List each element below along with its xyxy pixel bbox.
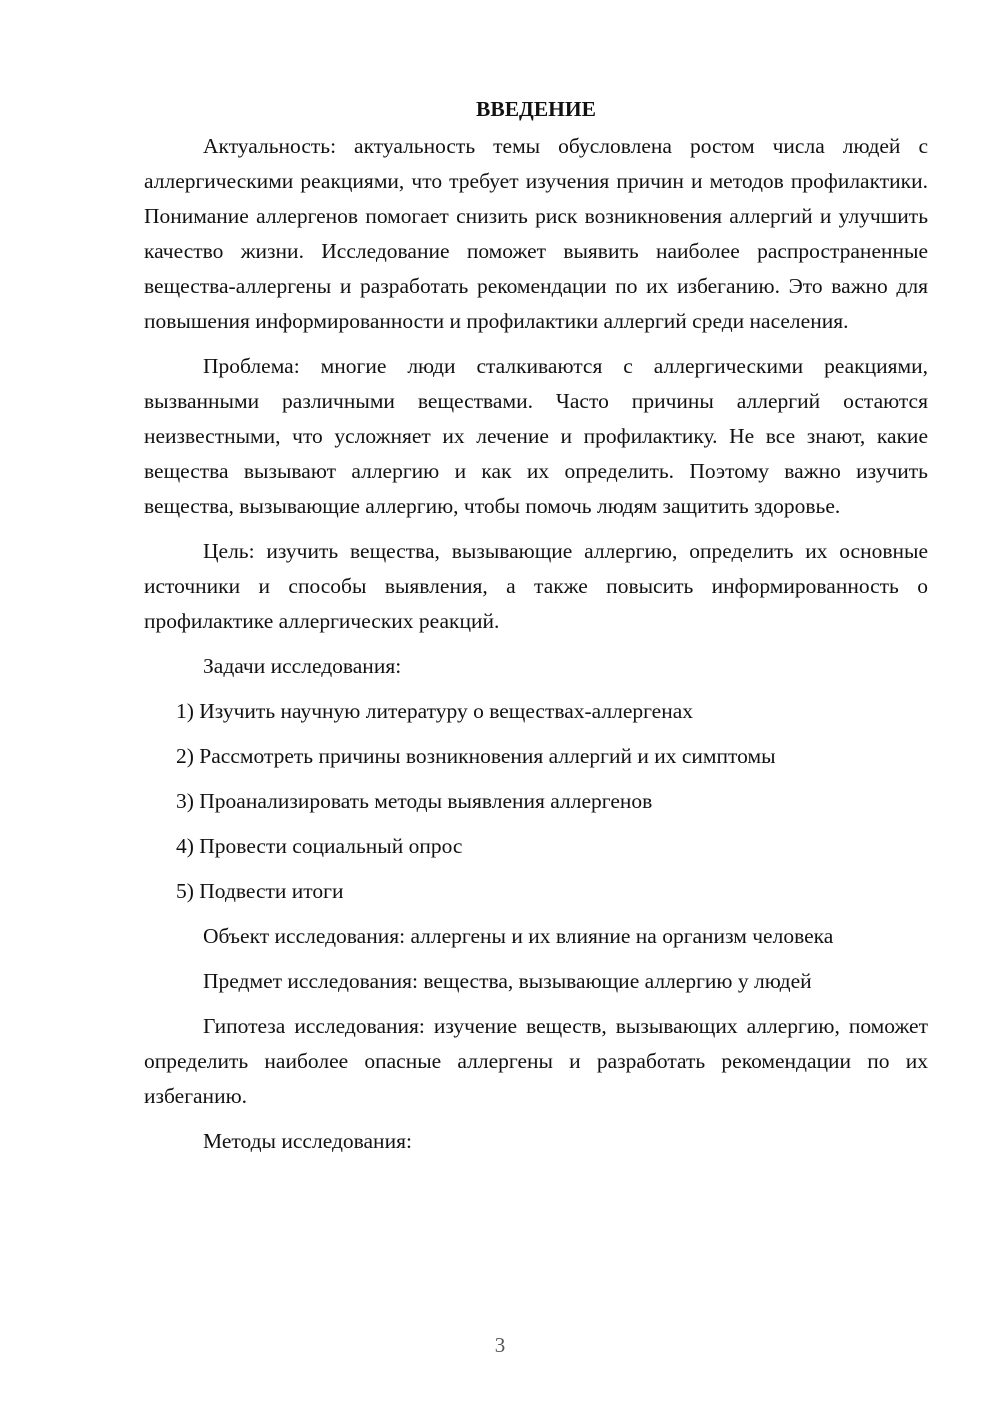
list-item: 3) Проанализировать методы выявления аллергенов: [176, 789, 653, 813]
list-item: 4) Провести социальный опрос: [176, 834, 463, 858]
relevance-paragraph: Актуальность: актуальность темы обусловлена ростом числа людей с аллергическими реакциями, что требует изучения причин и методов профилактики. Понимание аллергенов помогает снизить риск возникновения аллергий и улучшить качество жизни. Исследование поможет выявить наиболее распространенные вещества-аллергены и разработать рекомендации по их избеганию. Это важно для повышения информированности и профилактики аллергий среди населения.: [144, 134, 928, 333]
list-item: 1) Изучить научную литературу о веществах-аллергенах: [176, 699, 694, 723]
object-paragraph: Объект исследования: аллергены и их влияние на организм человека: [203, 924, 834, 948]
tasks-list: [144, 694, 928, 909]
subject-paragraph: Предмет исследования: вещества, вызывающие аллергию у людей: [203, 969, 812, 993]
tasks-heading: Задачи исследования:: [203, 654, 402, 678]
problem-paragraph: Проблема: многие люди сталкиваются с аллергическими реакциями, вызванными различными веществами. Часто причины аллергий остаются неизвестными, что усложняет их лечение и профилактику. Не все знают, какие вещества вызывают аллергию и как их определить. Поэтому важно изучить вещества, вызывающие аллергию, чтобы помочь людям защитить здоровье.: [144, 354, 928, 518]
list-item: 2) Рассмотреть причины возникновения аллергий и их симптомы: [176, 744, 776, 768]
hypothesis-paragraph: Гипотеза исследования: изучение веществ, вызывающих аллергию, поможет определить наиболее опасные аллергены и разработать рекомендации по их избеганию.: [144, 1014, 928, 1108]
document-page: [144, 92, 928, 1169]
section-title: ВВЕДЕНИЕ: [476, 97, 596, 121]
page-number: 3: [494, 1333, 506, 1357]
list-item: 5) Подвести итоги: [176, 879, 344, 903]
goal-paragraph: Цель: изучить вещества, вызывающие аллергию, определить их основные источники и способы выявления, а также повысить информированность о профилактике аллергических реакций.: [144, 539, 928, 633]
methods-heading: Методы исследования:: [203, 1129, 412, 1153]
